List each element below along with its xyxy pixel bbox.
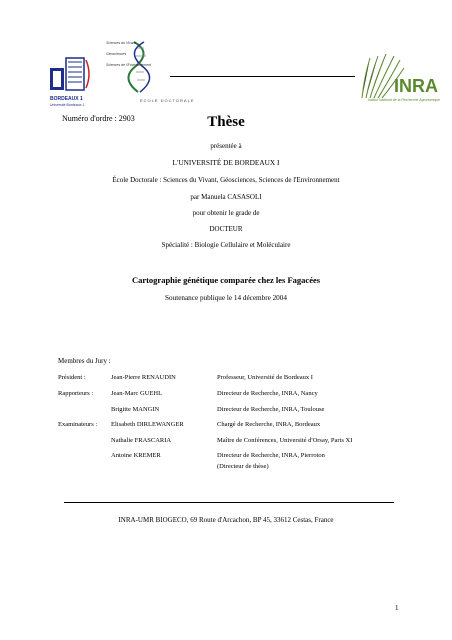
ecole-line: Géosciences: [106, 52, 127, 56]
jury-role: Président :: [58, 374, 86, 381]
these-heading: Thèse: [207, 114, 245, 130]
universite-line: L'UNIVERSITÉ DE BORDEAUX I: [172, 158, 280, 167]
jury-name: Elisabeth DIRLEWANGER: [111, 421, 184, 428]
ecole-logo-lines: [106, 38, 151, 71]
jury-role: Examinateurs :: [58, 421, 98, 428]
jury-name: Nathalie FRASCARIA: [111, 437, 172, 444]
inra-logo-text: INRA: [394, 76, 438, 96]
jury-position: Directeur de Recherche, INRA, Nancy: [217, 390, 318, 397]
author-line: par Manuela CASASOLI: [190, 193, 262, 201]
header-logos: [40, 36, 440, 116]
univ-logo-text: BORDEAUX 1: [50, 96, 83, 102]
footer-rule: [64, 502, 394, 503]
inra-logo-subtitle: Institut National de la Recherche Agronomique: [367, 98, 440, 102]
jury-position: Professeur, Université de Bordeaux I: [217, 374, 313, 381]
jury-name: Jean-Marc GUEHL: [111, 390, 163, 397]
soutenance-line: Soutenance publique le 14 décembre 2004: [165, 294, 287, 302]
jury-position: Directeur de Recherche, INRA, Pierroton: [217, 452, 325, 459]
univ-logo-subtitle: Université Bordeaux 1: [50, 103, 85, 107]
ecole-doctorale-line: École Doctorale : Sciences du Vivant, Géosciences, Sciences de l'Environnement: [112, 176, 340, 184]
numero-ordre: Numéro d'ordre : 2903: [62, 114, 135, 123]
jury-role: Rapporteurs :: [58, 390, 94, 397]
ecole-line: Sciences du Vivant: [106, 41, 136, 45]
thesis-title: Cartographie génétique comparée chez les Fagacées: [131, 275, 321, 285]
jury-name: Jean-Pierre RENAUDIN: [111, 374, 176, 381]
grade-line: pour obtenir le grade de: [192, 209, 260, 217]
ecole-line: Sciences de l'Environnement: [106, 63, 152, 67]
lab-address: INRA-UMR BIOGECO, 69 Route d'Arcachon, BP 45, 33612 Cestas, France: [118, 516, 334, 524]
page-number: 1: [395, 604, 399, 612]
docteur-line: DOCTEUR: [209, 225, 243, 233]
jury-heading: Membres du Jury :: [58, 357, 111, 365]
inra-logo: [360, 48, 440, 100]
jury-position: (Directeur de thèse): [217, 463, 269, 470]
presentee-line: présentée à: [210, 142, 242, 150]
jury-position: Directeur de Recherche, INRA, Toulouse: [217, 406, 325, 413]
ecole-logo-mark: ECOLE DOCTORALE: [140, 98, 195, 103]
jury-name: Brigitte MANGIN: [111, 406, 160, 413]
specialite-line: Spécialité : Biologie Cellulaire et Moléculaire: [161, 241, 291, 249]
jury-position: Maître de Conférences, Université d'Orsay, Paris XI: [217, 437, 353, 444]
jury-position: Chargé de Recherche, INRA, Bordeaux: [217, 421, 321, 428]
header-rule: [170, 76, 355, 77]
jury-name: Antoine KREMER: [111, 452, 161, 459]
